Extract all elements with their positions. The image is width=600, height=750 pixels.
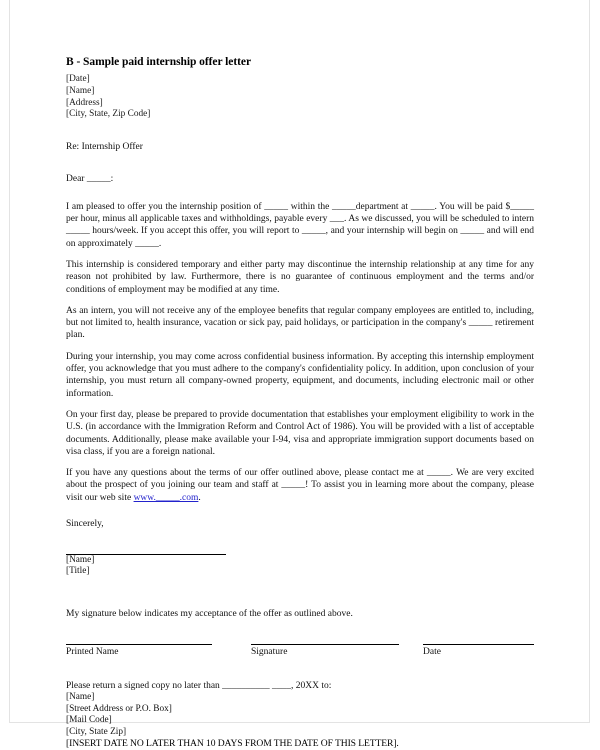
address-line: [City, State, Zip Code] — [66, 109, 151, 120]
company-website-link[interactable]: www._____.com — [133, 492, 199, 503]
letterhead-address-block — [66, 74, 534, 120]
return-instruction: Please return a signed copy no later than __________ ____, 20XX to: — [66, 680, 332, 691]
closing-text-start: If you have any questions about the terms of our offer outlined above, please contact me at _____. We are very excited about the prospect of you joining our team and staff at _____! To assist you in learning more about the company, please visit our web site — [66, 468, 534, 503]
acceptance-statement: My signature below indicates my acceptance of the offer as outlined above. — [66, 608, 353, 619]
signer-title: [Title] — [66, 566, 90, 577]
sign-off: Sincerely, — [66, 518, 104, 529]
return-address-block — [66, 692, 534, 738]
printed-name-field[interactable] — [66, 644, 212, 658]
date-field[interactable] — [423, 644, 534, 658]
salutation: Dear _____: — [66, 173, 114, 184]
signature-field-row — [66, 644, 534, 670]
page-title: B - Sample paid internship offer letter — [66, 56, 252, 68]
return-address-line: [Mail Code] — [66, 715, 112, 725]
paragraph: I am pleased to offer you the internship position of _____ within the _____department at _____. You will be paid $_____ per hour, minus all applicable taxes and withholdings, payable every ___. As we discussed, you will be scheduled to intern _____ hours/week. If you accept this offer, you will report to _____, and your internship will begin on _____ and will end on approximately _____. — [66, 201, 534, 249]
document-page — [9, 0, 590, 749]
address-line: [Date] — [66, 74, 90, 85]
letter-body — [66, 55, 534, 750]
insert-date-note: [INSERT DATE NO LATER THAN 10 DAYS FROM THE DATE OF THIS LETTER]. — [66, 738, 399, 749]
paragraph: During your internship, you may come across confidential business information. By accepting this internship employment offer, you acknowledge that you must adhere to the company's confidentiality policy. In addition, upon conclusion of your internship, you must return all company-owned property, equipment, and documents, including electronic mail or other information. — [66, 351, 534, 399]
closing-text-end: . — [198, 492, 201, 503]
address-line: [Name] — [66, 85, 95, 96]
paragraph: On your first day, please be prepared to provide documentation that establishes your employment eligibility to work in the U.S. (in accordance with the Immigration Reform and Control Act of 1986). You will be provided with a list of acceptable documents. Additionally, please make available your I-94, visa and appropriate immigration support documents based on visa class, if you are a foreign national. — [66, 409, 534, 457]
subject-line: Re: Internship Offer — [66, 141, 143, 152]
printed-name-label: Printed Name — [66, 646, 119, 657]
signer-name: [Name] — [66, 554, 95, 565]
closing-paragraph — [66, 467, 534, 504]
date-label: Date — [423, 646, 441, 657]
signature-label: Signature — [251, 646, 288, 657]
signature-field[interactable] — [251, 644, 399, 658]
return-address-line: [Street Address or P.O. Box] — [66, 703, 172, 714]
return-address-line: [Name] — [66, 692, 95, 702]
paragraph: This internship is considered temporary and either party may discontinue the internship relationship at any time for any reason not prohibited by law. Furthermore, there is no guarantee of continuous employment and the terms and/or conditions of employment may be modified at any time. — [66, 259, 534, 295]
paragraph: As an intern, you will not receive any of the employee benefits that regular company employees are entitled to, including, but not limited to, health insurance, vacation or sick pay, paid holidays, or participation in the company's _____ retirement plan. — [66, 305, 534, 341]
address-line: [Address] — [66, 97, 103, 108]
return-address-line: [City, State Zip] — [66, 726, 127, 737]
